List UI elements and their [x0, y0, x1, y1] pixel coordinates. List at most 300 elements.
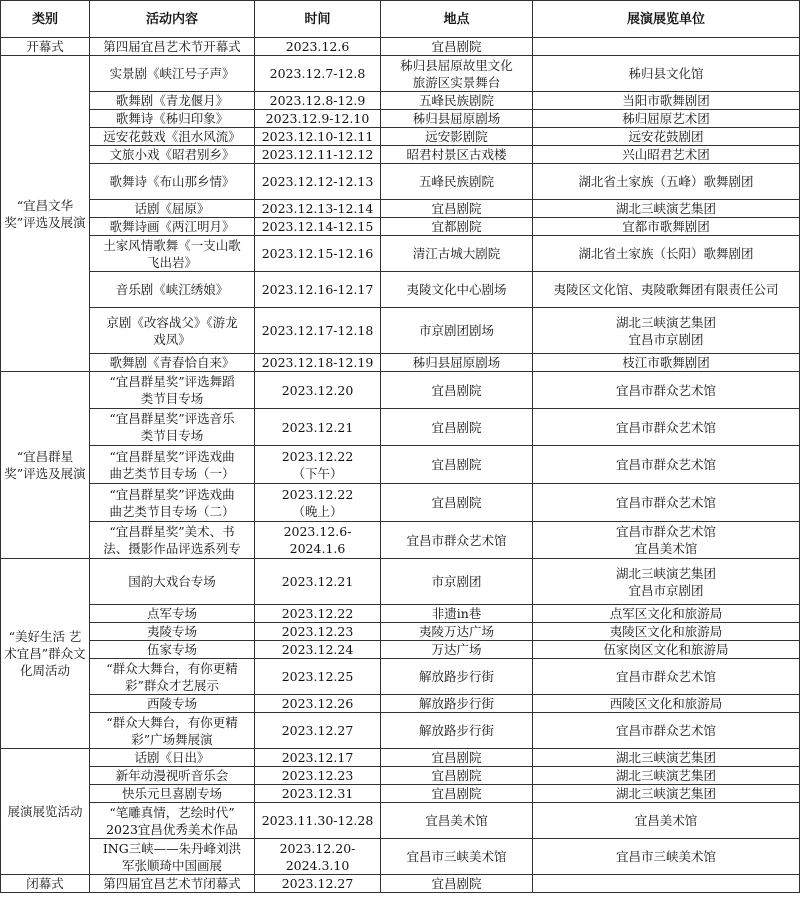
venue-cell-line: 秭归县屈原剧场	[412, 111, 501, 126]
venue-cell-line: 夷陵万达广场	[418, 624, 494, 639]
unit-cell-line: 兴山昭君艺术团	[622, 147, 710, 162]
unit-cell	[533, 56, 800, 92]
content-cell	[90, 484, 255, 522]
time-cell-line: 2023.12.14-12.15	[261, 219, 374, 234]
content-cell	[90, 749, 255, 767]
venue-cell	[381, 749, 533, 767]
venue-cell-line: 非遗in巷	[431, 606, 482, 621]
unit-cell	[533, 749, 800, 767]
time-cell	[255, 605, 381, 623]
table-row	[1, 767, 800, 785]
table-row	[1, 38, 800, 56]
content-cell-line: 歌舞诗画《两江明月》	[109, 219, 235, 234]
time-cell-line: 2023.12.8-12.9	[269, 93, 366, 108]
venue-cell	[381, 785, 533, 803]
time-cell	[255, 839, 381, 875]
content-cell	[90, 146, 255, 164]
unit-cell-line: 宜昌市群众艺术馆	[615, 382, 716, 398]
unit-cell	[533, 164, 800, 200]
venue-cell	[381, 695, 533, 713]
venue-cell	[381, 56, 533, 92]
content-cell	[90, 605, 255, 623]
venue-cell-line: 宜昌剧院	[431, 768, 482, 783]
time-cell-line: 2023.12.25	[281, 669, 354, 684]
venue-cell-line: 解放路步行街	[418, 669, 494, 684]
time-cell-line: 2024.3.10	[285, 857, 350, 873]
unit-cell-line: 宜昌美术馆	[634, 541, 698, 556]
content-cell	[90, 56, 255, 92]
venue-cell	[381, 875, 533, 893]
content-cell	[90, 839, 255, 875]
table-row	[1, 623, 800, 641]
time-cell	[255, 218, 381, 236]
time-cell	[255, 446, 381, 484]
table-row	[1, 354, 800, 372]
content-cell-line: “宜昌群星奖”美术、书	[109, 524, 235, 539]
time-cell-line: 2023.12.21	[281, 419, 354, 435]
time-cell-line: 2023.12.23	[281, 768, 354, 783]
table-row	[1, 839, 800, 875]
content-cell-line: 夷陵专场	[146, 624, 197, 639]
category-cell: “宜昌文华奖”评选及展演	[1, 56, 90, 372]
time-cell	[255, 409, 381, 446]
time-cell	[255, 749, 381, 767]
unit-cell	[533, 522, 800, 559]
time-cell	[255, 484, 381, 522]
unit-cell	[533, 409, 800, 446]
content-cell-line: 点军专场	[146, 606, 197, 621]
content-cell	[90, 875, 255, 893]
time-cell-line: 2023.12.17	[281, 750, 354, 765]
venue-cell	[381, 484, 533, 522]
content-cell-line: “宜昌群星奖”评选戏曲	[109, 448, 235, 464]
content-cell-line: 新年动漫视听音乐会	[115, 768, 229, 783]
content-cell-line: 飞出岩》	[146, 254, 197, 270]
unit-cell	[533, 354, 800, 372]
content-cell	[90, 92, 255, 110]
venue-cell	[381, 522, 533, 559]
unit-cell	[533, 484, 800, 522]
time-cell-line: 2023.12.22	[281, 486, 354, 502]
time-cell	[255, 522, 381, 559]
unit-cell-line: 秭归县文化馆	[628, 66, 704, 81]
time-cell-line: 2023.12.17-12.18	[261, 323, 374, 338]
unit-cell-line: 湖北三峡演艺集团	[615, 565, 716, 581]
venue-cell	[381, 272, 533, 308]
time-cell	[255, 110, 381, 128]
content-cell-line: 类节目专场	[140, 391, 204, 406]
table-row	[1, 749, 800, 767]
venue-cell-line: 秭归县屈原剧场	[412, 355, 501, 370]
content-cell	[90, 218, 255, 236]
time-cell-line: （下午）	[292, 465, 343, 481]
content-cell	[90, 164, 255, 200]
time-cell	[255, 559, 381, 605]
venue-cell	[381, 38, 533, 56]
time-cell-line: 2023.12.18-12.19	[261, 355, 374, 370]
unit-cell-line: 宜昌市群众艺术馆	[615, 457, 716, 472]
venue-cell	[381, 559, 533, 605]
time-cell-line: 2023.12.27	[281, 876, 354, 891]
table-row	[1, 409, 800, 446]
table-row	[1, 200, 800, 218]
content-cell-line: “群众大舞台，有你更精	[106, 660, 238, 676]
time-cell	[255, 875, 381, 893]
content-cell	[90, 713, 255, 749]
unit-cell	[533, 272, 800, 308]
content-cell-line: “笔雕真情，艺绘时代”	[109, 804, 235, 820]
time-cell-line: 2023.12.12-12.13	[261, 174, 374, 189]
content-cell	[90, 38, 255, 56]
table-row	[1, 605, 800, 623]
unit-cell	[533, 218, 800, 236]
venue-cell-line: 远安影剧院	[425, 129, 488, 144]
content-cell	[90, 236, 255, 272]
content-cell	[90, 110, 255, 128]
venue-cell-line: 夷陵文化中心剧场	[406, 282, 507, 297]
table-header-row	[1, 1, 800, 38]
venue-cell-line: 宜昌美术馆	[425, 813, 488, 828]
content-cell-line: 第四届宜昌艺术节闭幕式	[103, 876, 241, 891]
header-category: 类别	[1, 1, 90, 38]
venue-cell-line: 宜昌剧院	[431, 419, 482, 435]
venue-cell	[381, 372, 533, 409]
unit-cell-line: 点军区文化和旅游局	[609, 606, 723, 621]
time-cell-line: 2023.12.23	[281, 624, 354, 639]
content-cell-line: 话剧《日出》	[134, 750, 210, 765]
unit-cell	[533, 767, 800, 785]
unit-cell	[533, 803, 800, 839]
table-row	[1, 803, 800, 839]
venue-cell	[381, 713, 533, 749]
unit-cell-line: 夷陵区文化馆、夷陵歌舞团有限责任公司	[553, 282, 779, 297]
content-cell-line: 歌舞诗《秭归印象》	[115, 111, 229, 126]
table-row	[1, 641, 800, 659]
venue-cell	[381, 803, 533, 839]
content-cell-line: 2023宜昌优秀美术作品	[106, 821, 238, 837]
venue-cell	[381, 446, 533, 484]
venue-cell	[381, 236, 533, 272]
time-cell	[255, 128, 381, 146]
time-cell	[255, 803, 381, 839]
content-cell	[90, 659, 255, 695]
time-cell	[255, 56, 381, 92]
content-cell-line: 土家风情歌舞《一支山歌	[103, 237, 241, 253]
content-cell	[90, 308, 255, 354]
content-cell-line: 快乐元旦喜剧专场	[121, 786, 222, 801]
venue-cell-line: 宜昌剧院	[431, 876, 482, 891]
content-cell-line: 类节目专场	[140, 428, 204, 443]
table-row	[1, 713, 800, 749]
content-cell	[90, 695, 255, 713]
time-cell	[255, 308, 381, 354]
content-cell-line: “宜昌群星奖”评选戏曲	[109, 486, 235, 502]
content-cell	[90, 641, 255, 659]
content-cell-line: 京剧《改容战父》《游龙	[106, 314, 238, 330]
content-cell-line: ING三峡——朱丹峰刘洪	[102, 840, 242, 856]
time-cell	[255, 623, 381, 641]
content-cell	[90, 128, 255, 146]
unit-cell	[533, 372, 800, 409]
header-venue: 地点	[381, 1, 533, 38]
table-body	[1, 38, 800, 893]
time-cell	[255, 354, 381, 372]
venue-cell	[381, 308, 533, 354]
content-cell-line: 军张顺琦中国画展	[121, 857, 222, 873]
content-cell	[90, 803, 255, 839]
content-cell-line: 西陵专场	[146, 696, 197, 711]
table-row	[1, 110, 800, 128]
content-cell-line: 国韵大戏台专场	[128, 574, 216, 589]
venue-cell-line: 宜昌剧院	[431, 495, 482, 510]
category-cell: “宜昌群星奖”评选及展演	[1, 372, 90, 559]
content-cell-line: 曲艺类节目专场（一）	[109, 465, 235, 481]
content-cell	[90, 623, 255, 641]
venue-cell-line: 市京剧团剧场	[418, 323, 494, 338]
time-cell-line: 2023.12.6	[285, 39, 350, 54]
venue-cell	[381, 200, 533, 218]
unit-cell	[533, 128, 800, 146]
unit-cell-line: 远安花鼓剧团	[628, 129, 704, 144]
venue-cell-line: 万达广场	[431, 642, 482, 657]
content-cell-line: 彩”群众才艺展示	[125, 677, 219, 693]
unit-cell	[533, 146, 800, 164]
content-cell-line: “群众大舞台，有你更精	[106, 714, 238, 730]
time-cell	[255, 272, 381, 308]
time-cell-line: （晚上）	[292, 503, 343, 519]
venue-cell-line: 五峰民族剧院	[418, 174, 494, 189]
venue-cell-line: 清江古城大剧院	[412, 246, 501, 261]
content-cell	[90, 559, 255, 605]
unit-cell-line: 宜昌市京剧团	[628, 331, 704, 347]
venue-cell	[381, 767, 533, 785]
time-cell-line: 2023.12.13-12.14	[261, 201, 374, 216]
venue-cell	[381, 409, 533, 446]
time-cell	[255, 146, 381, 164]
venue-cell	[381, 354, 533, 372]
table-row	[1, 236, 800, 272]
content-cell	[90, 785, 255, 803]
content-cell-line: 话剧《屈原》	[134, 201, 210, 216]
header-content: 活动内容	[90, 1, 255, 38]
venue-cell-line: 宜昌剧院	[431, 457, 482, 472]
venue-cell-line: 昭君村景区古戏楼	[406, 147, 507, 162]
content-cell-line: 第四届宜昌艺术节开幕式	[103, 39, 241, 54]
time-cell-line: 2023.12.11-12.12	[261, 147, 374, 162]
venue-cell	[381, 128, 533, 146]
venue-cell	[381, 146, 533, 164]
time-cell	[255, 641, 381, 659]
time-cell	[255, 236, 381, 272]
table-row	[1, 785, 800, 803]
content-cell-line: 彩”广场舞展演	[131, 731, 213, 747]
time-cell-line: 2023.12.16-12.17	[261, 282, 374, 297]
unit-cell	[533, 308, 800, 354]
venue-cell-line: 宜昌剧院	[431, 382, 482, 398]
venue-cell-line: 宜昌剧院	[431, 750, 482, 765]
venue-cell-line: 宜都剧院	[431, 219, 482, 234]
time-cell-line: 2023.11.30-12.28	[261, 813, 374, 828]
content-cell-line: “宜昌群星奖”评选音乐	[109, 411, 235, 426]
unit-cell	[533, 446, 800, 484]
venue-cell	[381, 623, 533, 641]
unit-cell-line: 湖北省土家族（长阳）歌舞剧团	[578, 246, 754, 261]
unit-cell	[533, 623, 800, 641]
table-row	[1, 146, 800, 164]
content-cell-line: 文旅小戏《昭君别乡》	[109, 147, 235, 162]
unit-cell-line: 宜都市歌舞剧团	[622, 219, 710, 234]
venue-cell-line: 解放路步行街	[418, 723, 494, 738]
unit-cell	[533, 875, 800, 893]
time-cell	[255, 659, 381, 695]
unit-cell-line: 伍家岗区文化和旅游局	[603, 642, 729, 657]
unit-cell	[533, 92, 800, 110]
time-cell-line: 2023.12.20-	[279, 840, 356, 856]
venue-cell-line: 宜昌市三峡美术馆	[406, 849, 507, 864]
content-cell	[90, 446, 255, 484]
time-cell-line: 2023.12.21	[281, 574, 354, 589]
venue-cell-line: 秭归县屈原故里文化	[400, 57, 513, 73]
unit-cell	[533, 38, 800, 56]
category-cell: “美好生活 艺术宜昌”群众文化周活动	[1, 559, 90, 749]
time-cell-line: 2023.12.7-12.8	[269, 66, 366, 81]
unit-cell-line: 西陵区文化和旅游局	[609, 696, 723, 711]
unit-cell	[533, 839, 800, 875]
table-row	[1, 308, 800, 354]
time-cell	[255, 200, 381, 218]
content-cell	[90, 767, 255, 785]
content-cell-line: 歌舞剧《青春恰自来》	[109, 355, 235, 370]
time-cell-line: 2023.12.22	[281, 448, 354, 464]
content-cell-line: 曲艺类节目专场（二）	[109, 503, 235, 519]
table-row	[1, 484, 800, 522]
venue-cell	[381, 92, 533, 110]
content-cell-line: 伍家专场	[146, 642, 197, 657]
table-row	[1, 446, 800, 484]
unit-cell-line: 宜昌市群众艺术馆	[615, 723, 716, 738]
content-cell-line: 音乐剧《峡江绣娘》	[115, 282, 229, 297]
unit-cell-line: 湖北三峡演艺集团	[615, 768, 716, 783]
table-row	[1, 92, 800, 110]
time-cell-line: 2023.12.20	[281, 382, 354, 398]
unit-cell	[533, 559, 800, 605]
time-cell-line: 2023.12.10-12.11	[261, 129, 374, 144]
content-cell-line: 远安花鼓戏《沮水风流》	[103, 129, 241, 144]
time-cell	[255, 713, 381, 749]
content-cell-line: 戏凤》	[153, 331, 191, 347]
table-row	[1, 559, 800, 605]
time-cell-line: 2023.12.9-12.10	[265, 111, 370, 126]
category-cell: 闭幕式	[1, 875, 90, 893]
time-cell-line: 2023.12.22	[281, 606, 354, 621]
unit-cell-line: 宜昌美术馆	[634, 813, 698, 828]
venue-cell	[381, 659, 533, 695]
content-cell	[90, 522, 255, 559]
unit-cell	[533, 236, 800, 272]
unit-cell	[533, 110, 800, 128]
time-cell	[255, 767, 381, 785]
table-row	[1, 218, 800, 236]
venue-cell-line: 旅游区实景舞台	[412, 74, 501, 90]
unit-cell-line: 湖北三峡演艺集团	[615, 314, 716, 330]
unit-cell	[533, 785, 800, 803]
venue-cell	[381, 218, 533, 236]
unit-cell-line: 秭归屈原艺术团	[622, 111, 710, 126]
content-cell	[90, 409, 255, 446]
table-row	[1, 372, 800, 409]
venue-cell-line: 五峰民族剧院	[418, 93, 494, 108]
unit-cell	[533, 641, 800, 659]
content-cell-line: 实景剧《峡江号子声》	[109, 66, 235, 81]
unit-cell-line: 当阳市歌舞剧团	[622, 93, 710, 108]
venue-cell	[381, 839, 533, 875]
unit-cell	[533, 200, 800, 218]
time-cell-line: 2023.12.31	[281, 786, 354, 801]
time-cell	[255, 38, 381, 56]
venue-cell-line: 解放路步行街	[418, 696, 494, 711]
unit-cell-line: 湖北三峡演艺集团	[615, 786, 716, 801]
content-cell	[90, 372, 255, 409]
venue-cell	[381, 605, 533, 623]
content-cell-line: 法、摄影作品评选系列专	[103, 541, 241, 556]
unit-cell-line: 宜昌市群众艺术馆	[615, 419, 716, 435]
table-row	[1, 272, 800, 308]
unit-cell	[533, 695, 800, 713]
header-unit: 展演展览单位	[533, 1, 800, 38]
unit-cell-line: 枝江市歌舞剧团	[622, 355, 710, 370]
unit-cell-line: 宜昌市群众艺术馆	[615, 524, 716, 539]
unit-cell	[533, 659, 800, 695]
time-cell	[255, 92, 381, 110]
venue-cell-line: 宜昌市群众艺术馆	[406, 532, 507, 548]
content-cell-line: 歌舞剧《青龙偃月》	[115, 93, 229, 108]
venue-cell-line: 宜昌剧院	[431, 39, 482, 54]
header-time: 时间	[255, 1, 381, 38]
venue-cell-line: 宜昌剧院	[431, 786, 482, 801]
unit-cell	[533, 713, 800, 749]
venue-cell	[381, 641, 533, 659]
unit-cell-line: 宜昌市群众艺术馆	[615, 495, 716, 510]
venue-cell-line: 市京剧团	[431, 574, 482, 589]
unit-cell-line: 湖北三峡演艺集团	[615, 750, 716, 765]
time-cell-line: 2023.12.27	[281, 723, 354, 738]
time-cell-line: 2023.12.15-12.16	[261, 246, 374, 261]
table-row	[1, 128, 800, 146]
venue-cell	[381, 110, 533, 128]
content-cell-line: 歌舞诗《布山那乡情》	[109, 174, 235, 189]
time-cell	[255, 372, 381, 409]
time-cell	[255, 785, 381, 803]
unit-cell-line: 宜昌市三峡美术馆	[615, 849, 716, 864]
unit-cell-line: 湖北三峡演艺集团	[615, 201, 716, 216]
table-row	[1, 875, 800, 893]
unit-cell-line: 湖北省土家族（五峰）歌舞剧团	[578, 174, 754, 189]
category-cell: 开幕式	[1, 38, 90, 56]
time-cell	[255, 695, 381, 713]
unit-cell-line: 夷陵区文化和旅游局	[609, 624, 723, 639]
table-row	[1, 695, 800, 713]
content-cell	[90, 200, 255, 218]
table-row	[1, 164, 800, 200]
time-cell-line: 2023.12.6-2024.1.6	[283, 524, 352, 556]
content-cell-line: “宜昌群星奖”评选舞蹈	[109, 374, 235, 389]
time-cell-line: 2023.12.24	[281, 642, 354, 657]
unit-cell-line: 宜昌市京剧团	[628, 582, 704, 598]
unit-cell	[533, 605, 800, 623]
venue-cell	[381, 164, 533, 200]
table-row	[1, 56, 800, 92]
table-row	[1, 659, 800, 695]
